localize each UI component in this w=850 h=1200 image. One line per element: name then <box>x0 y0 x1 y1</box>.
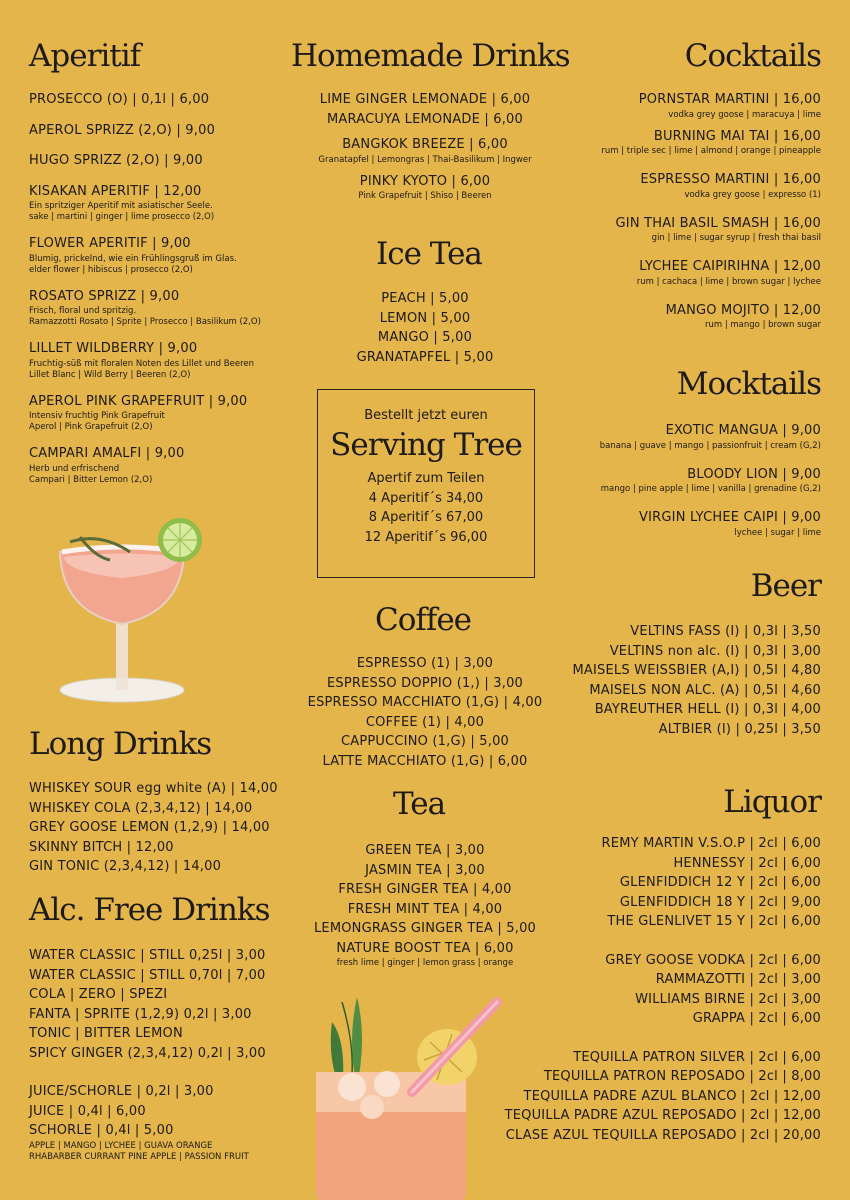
menu-item: VELTINS non alc. (I) | 0,3l | 3,00 <box>609 643 821 659</box>
tea-heading: Tea <box>393 786 446 822</box>
juice-flavors: APPLE | MANGO | LYCHEE | GUAVA ORANGE <box>29 1140 213 1151</box>
menu-item: MAISELS NON ALC. (A) | 0,5l | 4,60 <box>589 682 821 698</box>
menu-item: BANGKOK BREEZE | 6,00 <box>342 137 508 152</box>
cocktail-glass-illustration <box>50 512 220 712</box>
menu-item: PROSECCO (O) | 0,1l | 6,00 <box>29 92 210 107</box>
menu-item: BURNING MAI TAI | 16,00 rum | triple sec | lime | almond | orange | pineapple <box>601 128 821 156</box>
alc-free-heading: Alc. Free Drinks <box>29 892 270 928</box>
homemade-list <box>280 90 570 202</box>
menu-item: APEROL SPRIZZ (2,O) | 9,00 <box>29 122 216 138</box>
beer-heading: Beer <box>750 568 821 604</box>
menu-item: GREY GOOSE VODKA | 2cl | 6,00 <box>605 952 821 968</box>
menu-item: MANGO MOJITO | 12,00 rum | mango | brown sugar <box>665 302 821 330</box>
menu-item: GIN THAI BASIL SMASH | 16,00 gin | lime | sugar syrup | fresh thai basil <box>615 215 821 243</box>
menu-item: LYCHEE CAIPIRIHNA | 12,00 rum | cachaca | lime | brown sugar | lychee <box>636 259 821 287</box>
menu-item: PEACH | 5,00 <box>381 291 469 306</box>
mocktails-list <box>600 421 821 539</box>
menu-item: GIN TONIC (2,3,4,12) | 14,00 <box>29 859 222 874</box>
menu-item: COFFEE (1) | 4,00 <box>365 714 485 730</box>
menu-item: MAISELS WEISSBIER (A,I) | 0,5l | 4,80 <box>572 663 821 678</box>
menu-item: COLA | ZERO | SPEZI <box>29 987 168 1002</box>
menu-item: FRESH GINGER TEA | 4,00 <box>338 882 512 897</box>
serving-tree-line: Apertif zum Teilen <box>367 471 485 486</box>
menu-item: GREEN TEA | 3,00 <box>365 843 485 858</box>
menu-item: EXOTIC MANGUA | 9,00 banana | guave | mango | passionfruit | cream (G,2) <box>599 423 821 451</box>
cocktails-list <box>601 90 821 331</box>
aperitif-list <box>29 90 261 486</box>
menu-item: MARACUYA LEMONADE | 6,00 <box>327 111 523 127</box>
menu-item: WILLIAMS BIRNE | 2cl | 3,00 <box>635 991 821 1007</box>
menu-item: GREY GOOSE LEMON (1,2,9) | 14,00 <box>29 820 270 835</box>
menu-item: JUICE/SCHORLE | 0,2l | 3,00 <box>29 1084 214 1099</box>
menu-item: ESPRESSO MARTINI | 16,00 vodka grey goose | expresso (1) <box>640 172 821 200</box>
menu-item: TEQUILLA PATRON SILVER | 2cl | 6,00 <box>573 1049 821 1065</box>
serving-tree-title: Serving Tree <box>330 427 522 463</box>
menu-item: WATER CLASSIC | STILL 0,25l | 3,00 <box>29 948 266 963</box>
coffee-list <box>270 654 580 771</box>
menu-item: JUICE | 0,4l | 6,00 <box>29 1103 146 1119</box>
menu-item: BLOODY LION | 9,00 mango | pine apple | lime | vanilla | grenadine (G,2) <box>600 466 821 494</box>
menu-item: FLOWER APERITIF | 9,00 Blumig, prickelnd, wie ein Frühlingsgruß im Glas. elder flower | hibiscus | prosecco (2,O) <box>29 236 237 275</box>
menu-item: SKINNY BITCH | 12,00 <box>29 839 174 855</box>
menu-item-description: Pink Grapefruit | Shiso | Beeren <box>358 191 492 201</box>
menu-item: NATURE BOOST TEA | 6,00 <box>336 940 514 956</box>
liquor-heading: Liquor <box>723 784 821 820</box>
menu-item: ROSATO SPRIZZ | 9,00 Frisch, floral und spritzig. Ramazzotti Rosato | Sprite | Prosecco | Basilikum (2,O) <box>29 288 261 327</box>
menu-item-description: fresh lime | ginger | lemon grass | orange <box>336 958 514 968</box>
menu-item: RAMMAZOTTI | 2cl | 3,00 <box>655 972 821 987</box>
mocktails-heading: Mocktails <box>676 366 821 402</box>
cocktails-heading: Cocktails <box>684 38 821 74</box>
menu-item: LIME GINGER LEMONADE | 6,00 <box>319 92 531 107</box>
liquor-list <box>505 834 821 1145</box>
menu-item: WATER CLASSIC | STILL 0,70l | 7,00 <box>29 967 266 983</box>
menu-item: TEQUILLA PADRE AZUL REPOSADO | 2cl | 12,00 <box>504 1108 821 1123</box>
menu-item: GRAPPA | 2cl | 6,00 <box>692 1011 821 1026</box>
menu-item: SCHORLE | 0,4l | 5,00 <box>29 1123 174 1138</box>
tropical-drink-illustration <box>312 992 512 1200</box>
menu-item: KISAKAN APERITIF | 12,00 Ein spritziger Aperitif mit asiatischer Seele. sake | martini | ginger | lime prosecco (2,O) <box>29 183 215 222</box>
menu-item: LEMON | 5,00 <box>379 310 471 326</box>
menu-item: ESPRESSO (1) | 3,00 <box>356 656 494 671</box>
menu-item: TONIC | BITTER LEMON <box>29 1026 183 1041</box>
serving-tree-box <box>317 389 535 578</box>
menu-item: CLASE AZUL TEQUILLA REPOSADO | 2cl | 20,00 <box>505 1127 821 1143</box>
menu-item: WHISKEY COLA (2,3,4,12) | 14,00 <box>29 800 253 816</box>
menu-item: ESPRESSO MACCHIATO (1,G) | 4,00 <box>307 695 543 710</box>
ice-tea-list <box>280 289 570 367</box>
menu-item: CAPPUCCINO (1,G) | 5,00 <box>340 734 510 749</box>
alc-free-list <box>29 946 266 1163</box>
serving-tree-line: 12 Aperitif´s 96,00 <box>364 529 488 545</box>
menu-item: VELTINS FASS (I) | 0,3l | 3,50 <box>630 624 821 639</box>
menu-item: JASMIN TEA | 3,00 <box>365 862 485 878</box>
menu-item-description: Granatapfel | Lemongras | Thai-Basilikum | Ingwer <box>318 154 532 165</box>
serving-tree-intro: Bestellt jetzt euren <box>364 408 488 423</box>
menu-item: ESPRESSO DOPPIO (1,) | 3,00 <box>326 675 524 691</box>
menu-item: THE GLENLIVET 15 Y | 2cl | 6,00 <box>607 914 821 929</box>
menu-item: FANTA | SPRITE (1,2,9) 0,2l | 3,00 <box>29 1006 252 1022</box>
long-drinks-list <box>29 779 278 877</box>
serving-tree-line: 4 Aperitif´s 34,00 <box>368 490 484 506</box>
juice-flavors: RHABARBER CURRANT PINE APPLE | PASSION FRUIT <box>29 1151 249 1162</box>
menu-item: FRESH MINT TEA | 4,00 <box>347 901 503 917</box>
menu-item: TEQUILLA PATRON REPOSADO | 2cl | 8,00 <box>543 1069 821 1084</box>
long-drinks-heading: Long Drinks <box>29 726 212 762</box>
menu-item: LEMONGRASS GINGER TEA | 5,00 <box>313 921 537 936</box>
menu-item: SPICY GINGER (2,3,4,12) 0,2l | 3,00 <box>29 1045 266 1061</box>
serving-tree-line: 8 Aperitif´s 67,00 <box>368 510 484 525</box>
menu-item: TEQUILLA PADRE AZUL BLANCO | 2cl | 12,00 <box>523 1088 821 1104</box>
menu-item: MANGO | 5,00 <box>377 330 473 345</box>
beer-list <box>573 622 822 739</box>
menu-item: VIRGIN LYCHEE CAIPI | 9,00 lychee | sugar | lime <box>639 510 821 538</box>
menu-item: REMY MARTIN V.S.O.P | 2cl | 6,00 <box>601 836 821 851</box>
menu-item: GRANATAPFEL | 5,00 <box>356 349 494 365</box>
menu-item: PINKY KYOTO | 6,00 <box>359 173 491 189</box>
menu-item: HUGO SPRIZZ (2,O) | 9,00 <box>29 153 203 168</box>
menu-item: ALTBIER (I) | 0,25l | 3,50 <box>658 721 821 737</box>
menu-item: GLENFIDDICH 12 Y | 2cl | 6,00 <box>619 875 821 890</box>
menu-item: PORNSTAR MARTINI | 16,00 vodka grey goose | maracuya | lime <box>638 92 821 120</box>
menu-item: BAYREUTHER HELL (I) | 0,3l | 4,00 <box>594 702 821 717</box>
menu-item: WHISKEY SOUR egg white (A) | 14,00 <box>29 781 278 796</box>
menu-item: GLENFIDDICH 18 Y | 2cl | 9,00 <box>619 894 821 910</box>
homemade-heading: Homemade Drinks <box>291 38 570 74</box>
coffee-heading: Coffee <box>375 602 472 638</box>
aperitif-heading: Aperitif <box>29 38 141 74</box>
menu-item: LATTE MACCHIATO (1,G) | 6,00 <box>322 753 528 769</box>
ice-tea-heading: Ice Tea <box>376 236 482 272</box>
menu-item: APEROL PINK GRAPEFRUIT | 9,00 Intensiv fruchtig Pink Grapefruit Aperol | Pink Grapefruit (2,O) <box>29 393 248 432</box>
menu-item: HENNESSY | 2cl | 6,00 <box>673 855 821 871</box>
menu-item: CAMPARI AMALFI | 9,00 Herb und erfrischend Campari | Bitter Lemon (2,O) <box>29 446 185 485</box>
menu-item: LILLET WILDBERRY | 9,00 Fruchtig-süß mit floralen Noten des Lillet und Beeren Lillet Blanc | Wild Berry | Beeren (2,O) <box>29 341 254 380</box>
